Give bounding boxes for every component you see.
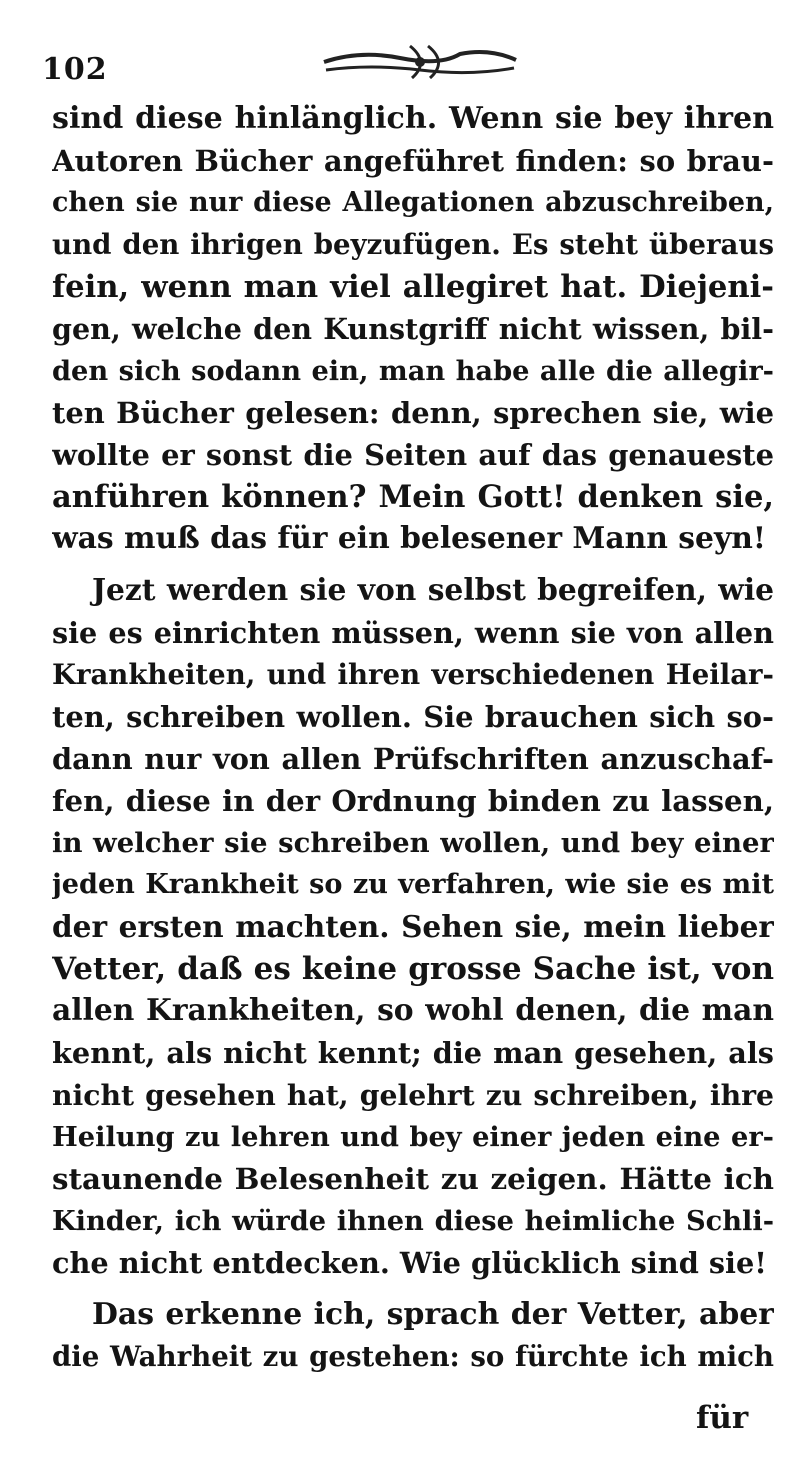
text-line: Kinder, ich würde ihnen diese heimliche Schli- — [52, 1205, 774, 1237]
text-line: kennt, als nicht kennt; die man gesehen, als — [52, 1036, 774, 1070]
text-line: gen, welche den Kunstgriff nicht wissen, bil- — [52, 312, 774, 346]
text-line: allen Krankheiten, so wohl denen, die man — [52, 993, 774, 1028]
text-line: in welcher sie schreiben wollen, und bey einer — [52, 827, 774, 859]
text-line: chen sie nur diese Allegationen abzuschreiben, — [52, 187, 774, 218]
text-line: dann nur von allen Prüfschriften anzuschaf- — [52, 742, 774, 776]
text-line: anführen können? Mein Gott! denken sie, — [52, 479, 774, 515]
text-line: die Wahrheit zu gestehen: so fürchte ich mich — [52, 1340, 774, 1373]
text-line: der ersten machten. Sehen sie, mein lieber — [52, 909, 774, 944]
text-line: sie es einrichten müssen, wenn sie von allen — [52, 616, 774, 650]
text-line: fen, diese in der Ordnung binden zu lassen, — [52, 784, 774, 818]
text-line: che nicht entdecken. Wie glücklich sind sie! — [52, 1246, 767, 1280]
text-line: sind diese hinlänglich. Wenn sie bey ihren — [52, 101, 774, 136]
text-line: ten Bücher gelesen: denn, sprechen sie, wie — [52, 396, 774, 430]
text-line: den sich sodann ein, man habe alle die allegir- — [52, 355, 774, 387]
text-line: was muß das für ein belesener Mann seyn! — [52, 521, 766, 556]
text-line: ten, schreiben wollen. Sie brauchen sich so- — [52, 700, 774, 734]
text-line: Heilung zu lehren und bey einer jeden eine er- — [52, 1121, 774, 1153]
text-line: nicht gesehen hat, gelehrt zu schreiben, ihre — [52, 1078, 774, 1112]
page-number: 102 — [42, 52, 108, 87]
text-line: Jezt werden sie von selbst begreifen, wie — [92, 573, 774, 608]
text-line: fein, wenn man viel allegiret hat. Diejeni- — [52, 269, 774, 305]
text-line: Vetter, daß es keine grosse Sache ist, von — [52, 951, 774, 987]
text-line: wollte er sonst die Seiten auf das genaueste — [52, 438, 774, 472]
ornament-rule — [320, 40, 520, 84]
text-line: staunende Belesenheit zu zeigen. Hätte ich — [52, 1161, 774, 1196]
text-line: Krankheiten, und ihren verschiedenen Heilar- — [52, 659, 774, 691]
catchword: für — [696, 1400, 749, 1436]
text-line: jeden Krankheit so zu verfahren, wie sie es mit — [52, 869, 774, 900]
body-text — [52, 98, 774, 1378]
text-line: Das erkenne ich, sprach der Vetter, aber — [92, 1297, 774, 1332]
text-line: Autoren Bücher angeführet finden: so brau- — [52, 144, 774, 178]
text-line: und den ihrigen beyzufügen. Es steht überaus — [52, 228, 774, 261]
